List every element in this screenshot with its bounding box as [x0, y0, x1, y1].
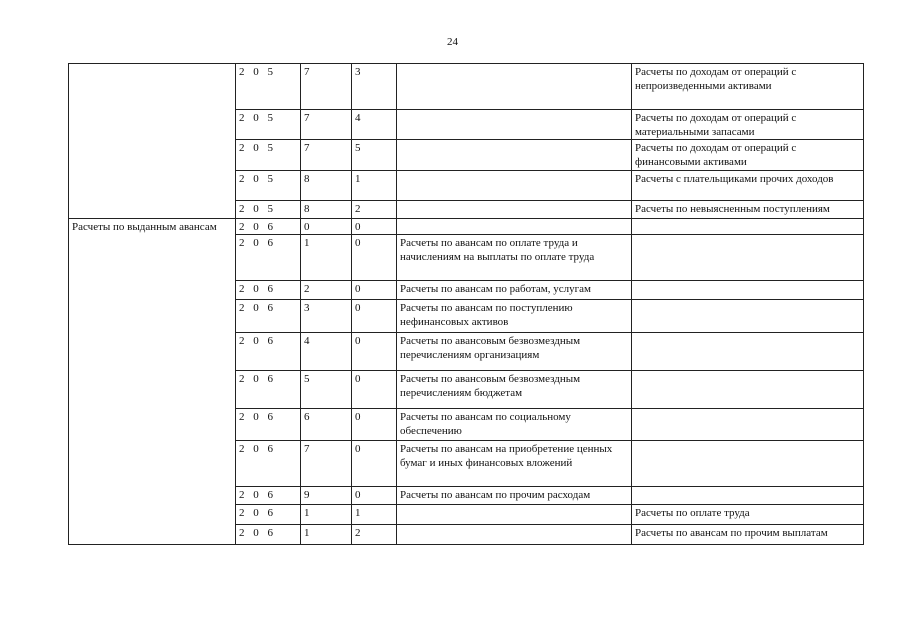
account-name-cell: Расчеты по авансам по социальному обеспечению [397, 409, 632, 441]
subanalytic-code-cell: 0 [352, 333, 397, 371]
analytic-code-cell: 1 [301, 235, 352, 281]
account-code-cell: 2 0 6 [236, 300, 301, 333]
subaccount-name-cell: Расчеты с плательщиками прочих доходов [632, 171, 864, 201]
table-row [69, 201, 864, 219]
account-code-cell: 2 0 6 [236, 235, 301, 281]
table-row [69, 409, 864, 441]
account-name-cell: Расчеты по авансам по оплате труда и начислениям на выплаты по оплате труда [397, 235, 632, 281]
account-name-cell [397, 505, 632, 525]
analytic-code-cell: 7 [301, 441, 352, 487]
table-row [69, 110, 864, 140]
account-name-cell [397, 140, 632, 171]
account-name-cell [397, 201, 632, 219]
subaccount-name-cell [632, 333, 864, 371]
subaccount-name-cell [632, 487, 864, 505]
account-code-cell: 2 0 6 [236, 441, 301, 487]
subanalytic-code-cell: 0 [352, 487, 397, 505]
account-name-cell: Расчеты по авансам по поступлению нефинансовых активов [397, 300, 632, 333]
accounts-table-body [69, 64, 864, 545]
group-cell [69, 201, 236, 219]
analytic-code-cell: 4 [301, 333, 352, 371]
accounts-table [68, 63, 864, 545]
analytic-code-cell: 5 [301, 371, 352, 409]
group-cell [69, 441, 236, 487]
group-cell [69, 281, 236, 300]
page-number: 24 [447, 36, 458, 48]
account-code-cell: 2 0 5 [236, 171, 301, 201]
subaccount-name-cell [632, 219, 864, 235]
account-code-cell: 2 0 5 [236, 140, 301, 171]
subaccount-name-cell: Расчеты по доходам от операций с непроизведенными активами [632, 64, 864, 110]
subaccount-name-cell [632, 441, 864, 487]
subanalytic-code-cell: 0 [352, 371, 397, 409]
subanalytic-code-cell: 0 [352, 441, 397, 487]
subanalytic-code-cell: 2 [352, 201, 397, 219]
subanalytic-code-cell: 0 [352, 235, 397, 281]
subaccount-name-cell: Расчеты по авансам по прочим выплатам [632, 525, 864, 545]
account-name-cell [397, 171, 632, 201]
analytic-code-cell: 9 [301, 487, 352, 505]
account-name-cell: Расчеты по авансовым безвозмездным перечислениям бюджетам [397, 371, 632, 409]
account-code-cell: 2 0 6 [236, 371, 301, 409]
subanalytic-code-cell: 3 [352, 64, 397, 110]
group-cell [69, 371, 236, 409]
table-row [69, 487, 864, 505]
account-code-cell: 2 0 6 [236, 525, 301, 545]
account-name-cell: Расчеты по авансам по работам, услугам [397, 281, 632, 300]
subaccount-name-cell: Расчеты по доходам от операций с финансовыми активами [632, 140, 864, 171]
account-name-cell [397, 525, 632, 545]
group-cell [69, 409, 236, 441]
subanalytic-code-cell: 4 [352, 110, 397, 140]
account-name-cell: Расчеты по авансам на приобретение ценных бумаг и иных финансовых вложений [397, 441, 632, 487]
analytic-code-cell: 8 [301, 201, 352, 219]
subaccount-name-cell [632, 300, 864, 333]
subaccount-name-cell: Расчеты по невыясненным поступлениям [632, 201, 864, 219]
group-cell: Расчеты по выданным авансам [69, 219, 236, 235]
group-cell [69, 110, 236, 140]
group-cell [69, 64, 236, 110]
account-code-cell: 2 0 6 [236, 219, 301, 235]
subaccount-name-cell [632, 235, 864, 281]
group-cell [69, 140, 236, 171]
account-name-cell [397, 110, 632, 140]
subaccount-name-cell: Расчеты по оплате труда [632, 505, 864, 525]
account-code-cell: 2 0 6 [236, 487, 301, 505]
table-row [69, 140, 864, 171]
analytic-code-cell: 7 [301, 64, 352, 110]
account-code-cell: 2 0 6 [236, 409, 301, 441]
table-row [69, 525, 864, 545]
table-row [69, 333, 864, 371]
analytic-code-cell: 3 [301, 300, 352, 333]
analytic-code-cell: 2 [301, 281, 352, 300]
analytic-code-cell: 7 [301, 140, 352, 171]
subanalytic-code-cell: 5 [352, 140, 397, 171]
table-row [69, 219, 864, 235]
subanalytic-code-cell: 0 [352, 300, 397, 333]
account-name-cell [397, 219, 632, 235]
subaccount-name-cell [632, 371, 864, 409]
account-name-cell: Расчеты по авансам по прочим расходам [397, 487, 632, 505]
table-row [69, 371, 864, 409]
table-row [69, 505, 864, 525]
table-row [69, 64, 864, 110]
group-cell [69, 487, 236, 505]
analytic-code-cell: 1 [301, 505, 352, 525]
account-code-cell: 2 0 6 [236, 333, 301, 371]
subaccount-name-cell: Расчеты по доходам от операций с материальными запасами [632, 110, 864, 140]
analytic-code-cell: 7 [301, 110, 352, 140]
subaccount-name-cell [632, 281, 864, 300]
group-cell [69, 235, 236, 281]
table-row [69, 300, 864, 333]
subanalytic-code-cell: 0 [352, 219, 397, 235]
subanalytic-code-cell: 0 [352, 281, 397, 300]
group-cell [69, 300, 236, 333]
table-row [69, 281, 864, 300]
analytic-code-cell: 1 [301, 525, 352, 545]
analytic-code-cell: 8 [301, 171, 352, 201]
subanalytic-code-cell: 1 [352, 505, 397, 525]
account-code-cell: 2 0 6 [236, 281, 301, 300]
subaccount-name-cell [632, 409, 864, 441]
analytic-code-cell: 0 [301, 219, 352, 235]
analytic-code-cell: 6 [301, 409, 352, 441]
subanalytic-code-cell: 2 [352, 525, 397, 545]
table-row [69, 171, 864, 201]
table-row [69, 235, 864, 281]
table-row [69, 441, 864, 487]
subanalytic-code-cell: 1 [352, 171, 397, 201]
subanalytic-code-cell: 0 [352, 409, 397, 441]
group-cell [69, 505, 236, 525]
account-code-cell: 2 0 5 [236, 64, 301, 110]
account-name-cell: Расчеты по авансовым безвозмездным перечислениям организациям [397, 333, 632, 371]
group-cell [69, 525, 236, 545]
group-cell [69, 333, 236, 371]
group-cell [69, 171, 236, 201]
account-name-cell [397, 64, 632, 110]
account-code-cell: 2 0 5 [236, 110, 301, 140]
account-code-cell: 2 0 6 [236, 505, 301, 525]
account-code-cell: 2 0 5 [236, 201, 301, 219]
